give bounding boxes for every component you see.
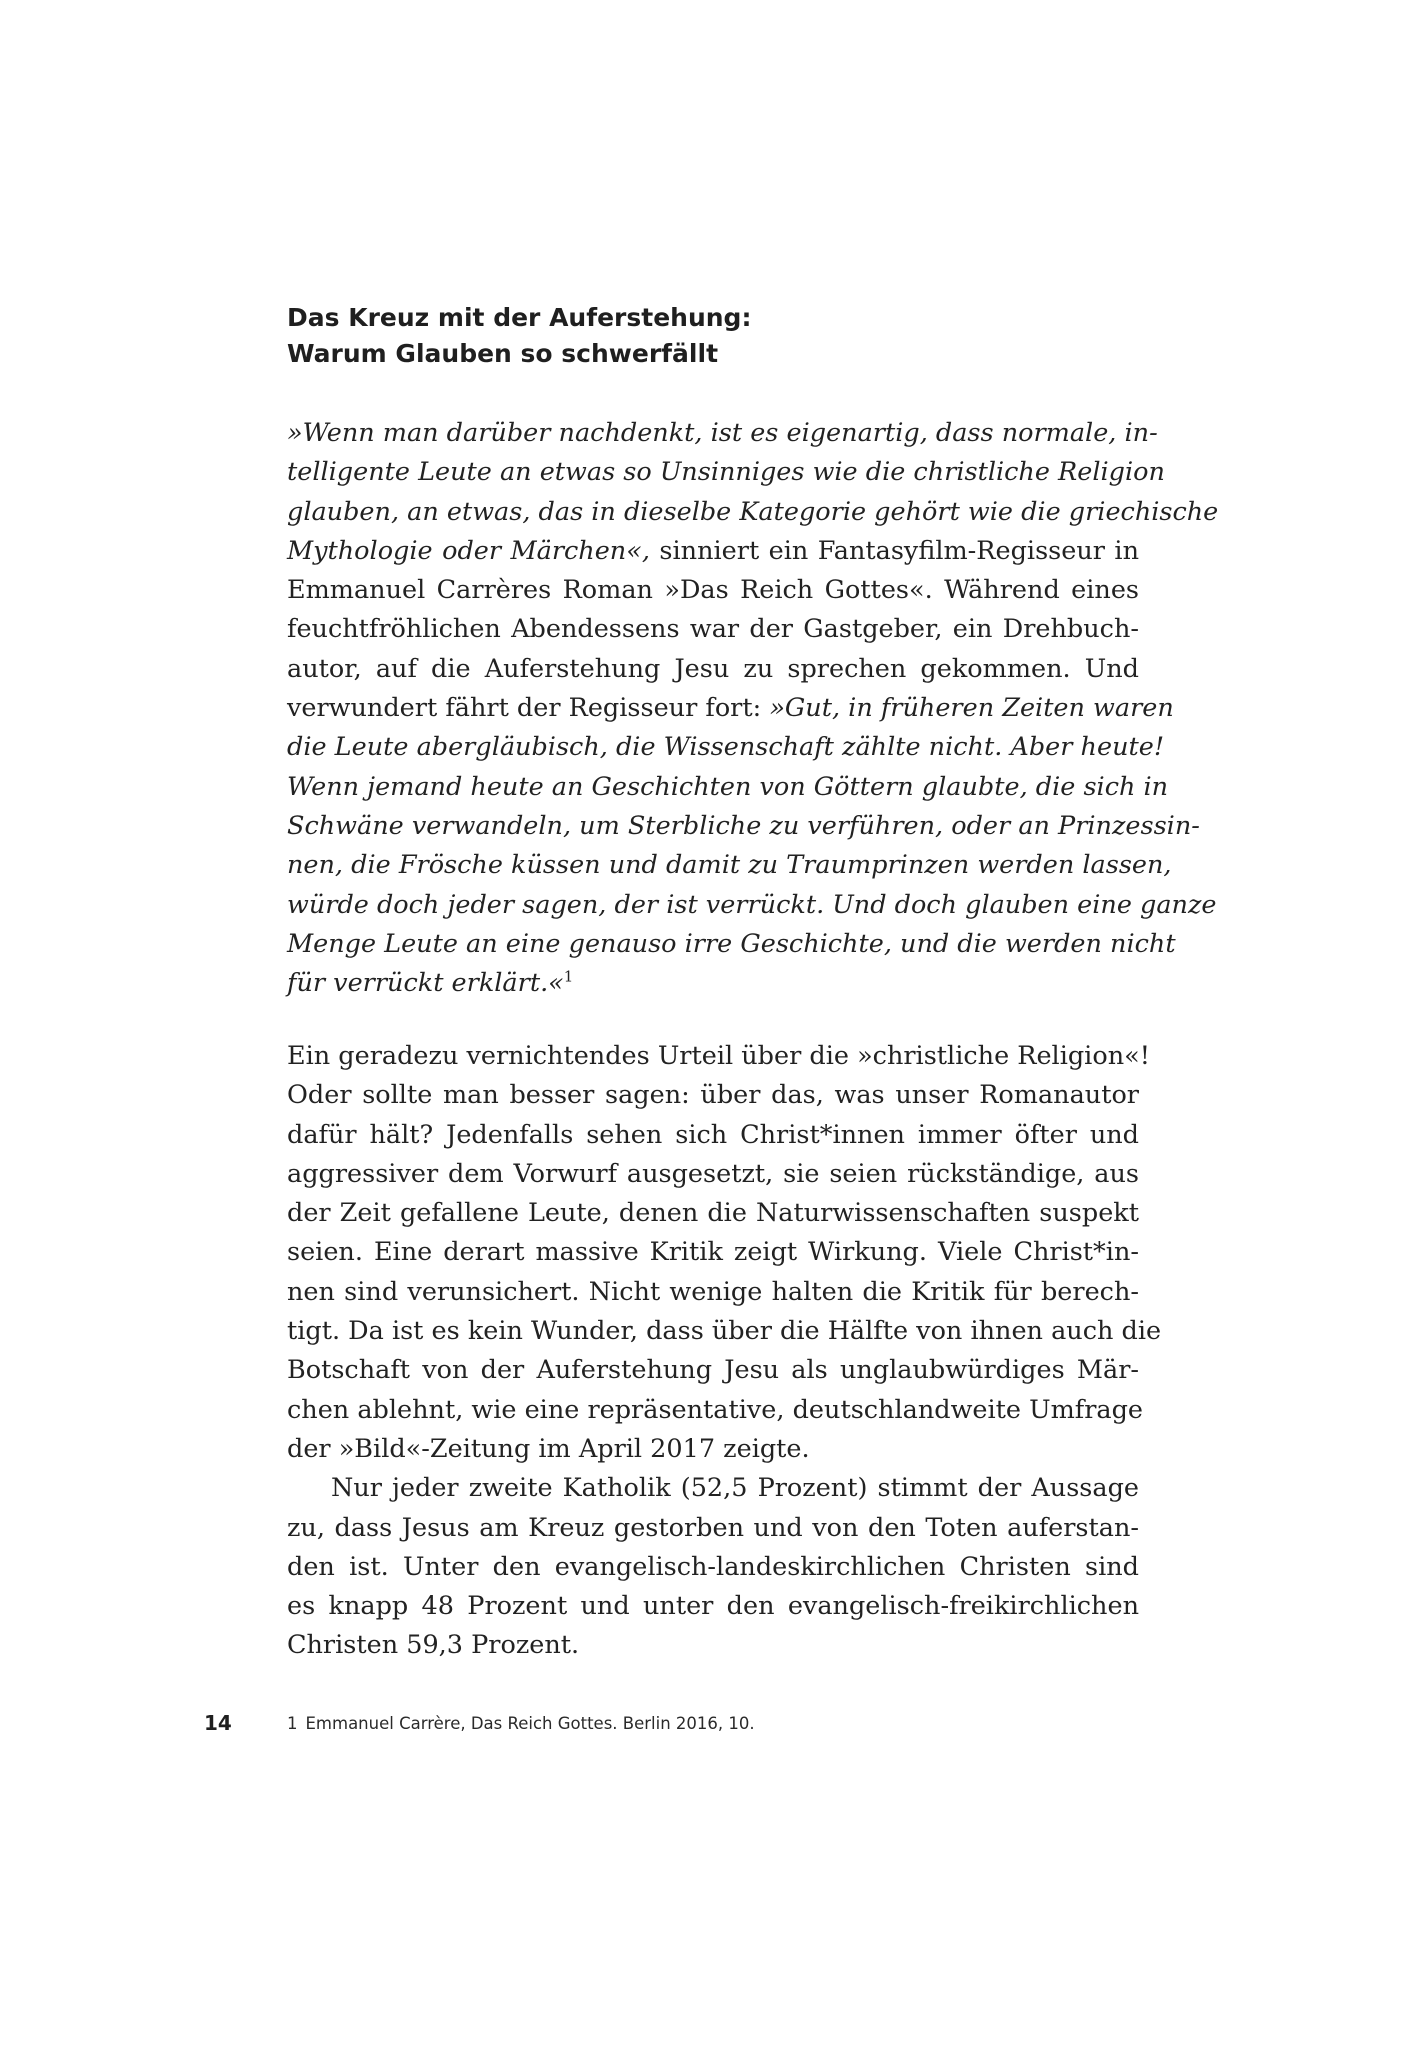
- quote-line: »Wenn man darüber nachdenkt, ist es eigenartig, dass normale, in-: [287, 418, 1158, 448]
- paragraph-line: Oder sollte man besser sagen: über das, was unser Romanautor: [287, 1080, 1139, 1111]
- paragraph-line: der »Bild«-Zeitung im April 2017 zeigte.: [287, 1433, 810, 1464]
- quote-block: [287, 414, 1219, 1003]
- paragraph-line: Ein geradezu vernichtendes Urteil über die »christliche Religion«!: [287, 1041, 1150, 1071]
- footnote-number: 1: [287, 1714, 298, 1733]
- quote-line: Schwäne verwandeln, um Sterbliche zu verführen, oder an Prinzessin-: [287, 810, 1200, 841]
- quote-line: Emmanuel Carrères Roman »Das Reich Gottes«. Während eines: [287, 575, 1139, 606]
- footnote: [287, 1714, 755, 1733]
- heading-line-1: Das Kreuz mit der Auferstehung:: [287, 303, 752, 332]
- heading-line-2: Warum Glauben so schwerfällt: [287, 339, 719, 368]
- body-paragraphs: [287, 1037, 1162, 1666]
- footnote-reference: 1: [563, 967, 574, 986]
- quote-line: autor, auf die Auferstehung Jesu zu sprechen gekommen. Und: [287, 653, 1139, 684]
- narration-fragment: verwundert fährt der Regisseur fort:: [287, 693, 770, 724]
- quote-line: glauben, an etwas, das in dieselbe Kategorie gehört wie die griechische: [287, 496, 1219, 527]
- paragraph-line: es knapp 48 Prozent und unter den evangelisch-freikirchlichen: [287, 1591, 1139, 1622]
- quote-line: die Leute abergläubisch, die Wissenschaft zählte nicht. Aber heute!: [287, 732, 1165, 763]
- paragraph-line: der Zeit gefallene Leute, denen die Naturwissenschaften suspekt: [287, 1198, 1139, 1229]
- quote-fragment: für verrückt erklärt.«: [287, 968, 564, 999]
- paragraph-line: chen ablehnt, wie eine repräsentative, deutschlandweite Umfrage: [287, 1394, 1144, 1425]
- narration-fragment: sinniert ein Fantasyfilm-Regisseur in: [649, 535, 1139, 566]
- paragraph-line: nen sind verunsichert. Nicht wenige halten die Kritik für berech-: [287, 1276, 1139, 1307]
- paragraph-line: seien. Eine derart massive Kritik zeigt Wirkung. Viele Christ*in-: [287, 1237, 1139, 1268]
- paragraph-line: Christen 59,3 Prozent.: [287, 1630, 580, 1661]
- quote-line-mixed: [287, 689, 1174, 728]
- quote-line-mixed: [287, 532, 1139, 571]
- quote-line: würde doch jeder sagen, der ist verrückt. Und doch glauben eine ganze: [287, 889, 1217, 920]
- quote-fragment: Mythologie oder Märchen«,: [287, 535, 650, 566]
- footnote-text: Emmanuel Carrère, Das Reich Gottes. Berlin 2016, 10.: [305, 1714, 755, 1733]
- paragraph-line: dafür hält? Jedenfalls sehen sich Christ*innen immer öfter und: [287, 1119, 1139, 1150]
- paragraph-line: Nur jeder zweite Katholik (52,5 Prozent) stimmt der Aussage: [331, 1473, 1139, 1504]
- quote-line: Wenn jemand heute an Geschichten von Göttern glaubte, die sich in: [287, 771, 1169, 802]
- quote-line: feuchtfröhlichen Abendessens war der Gastgeber, ein Drehbuch-: [287, 614, 1139, 645]
- paragraph-line: aggressiver dem Vorwurf ausgesetzt, sie seien rückständige, aus: [287, 1158, 1139, 1189]
- paragraph-line: den ist. Unter den evangelisch-landeskirchlichen Christen sind: [287, 1551, 1139, 1582]
- page-number: 14: [204, 1711, 232, 1735]
- quote-line-last: [287, 964, 1139, 1003]
- quote-fragment: »Gut, in früheren Zeiten waren: [769, 693, 1174, 724]
- paragraph-line: tigt. Da ist es kein Wunder, dass über die Hälfte von ihnen auch die: [287, 1316, 1162, 1347]
- paragraph-line: Botschaft von der Auferstehung Jesu als unglaubwürdiges Mär-: [287, 1355, 1139, 1386]
- section-heading: [287, 300, 1147, 372]
- quote-line: nen, die Frösche küssen und damit zu Traumprinzen werden lassen,: [287, 850, 1172, 881]
- paragraph-line: zu, dass Jesus am Kreuz gestorben und von den Toten auferstan-: [287, 1512, 1139, 1543]
- quote-line: telligente Leute an etwas so Unsinniges wie die christliche Religion: [287, 457, 1165, 488]
- quote-line: Menge Leute an eine genauso irre Geschichte, und die werden nicht: [287, 928, 1176, 959]
